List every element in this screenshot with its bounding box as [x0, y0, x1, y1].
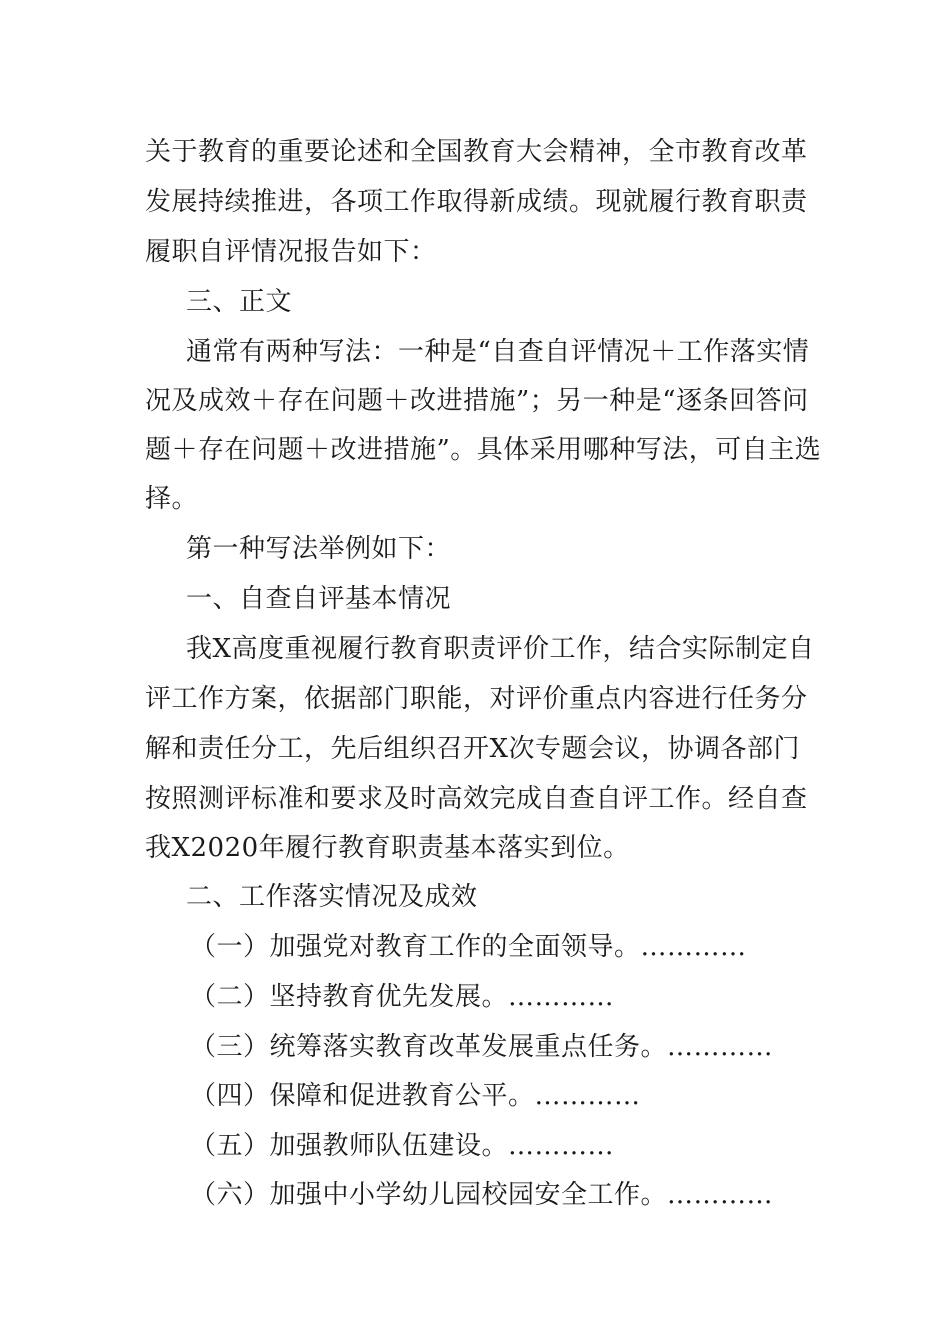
- body-text-line: 我X2020年履行教育职责基本落实到位。: [145, 833, 630, 863]
- body-text-line: 第一种写法举例如下：: [186, 534, 452, 564]
- body-text-line: 我X高度重视履行教育职责评价工作，结合实际制定自: [186, 634, 815, 664]
- body-text-line: 题＋存在问题＋改进措施”。具体采用哪种写法，可自主选: [145, 435, 822, 465]
- list-item: （四）保障和促进教育公平。…………: [190, 1081, 641, 1111]
- section-heading: 二、工作落实情况及成效: [186, 882, 478, 912]
- list-item: （六）加强中小学幼儿园校园安全工作。…………: [190, 1180, 774, 1210]
- list-item: （三）统筹落实教育改革发展重点任务。…………: [190, 1032, 774, 1062]
- body-text-line: 发展持续推进，各项工作取得新成绩。现就履行教育职责: [145, 187, 808, 217]
- list-item: （二）坚持教育优先发展。…………: [190, 982, 615, 1012]
- list-item: （一）加强党对教育工作的全面领导。…………: [190, 932, 747, 962]
- body-text-line: 况及成效＋存在问题＋改进措施”；另一种是“逐条回答问: [145, 386, 809, 416]
- body-text-line: 择。: [145, 484, 199, 514]
- body-text-line: 评工作方案，依据部门职能，对评价重点内容进行任务分: [145, 684, 808, 714]
- body-text-line: 关于教育的重要论述和全国教育大会精神，全市教育改革: [145, 137, 808, 167]
- body-text-line: 解和责任分工，先后组织召开X次专题会议，协调各部门: [145, 734, 801, 764]
- body-text-line: 按照测评标准和要求及时高效完成自查自评工作。经自查: [145, 784, 808, 814]
- list-item: （五）加强教师队伍建设。…………: [190, 1131, 615, 1161]
- body-text-line: 通常有两种写法：一种是“自查自评情况＋工作落实情: [186, 337, 810, 367]
- body-text-line: 履职自评情况报告如下：: [145, 237, 437, 267]
- section-heading: 三、正文: [186, 287, 293, 317]
- section-heading: 一、自查自评基本情况: [186, 584, 452, 614]
